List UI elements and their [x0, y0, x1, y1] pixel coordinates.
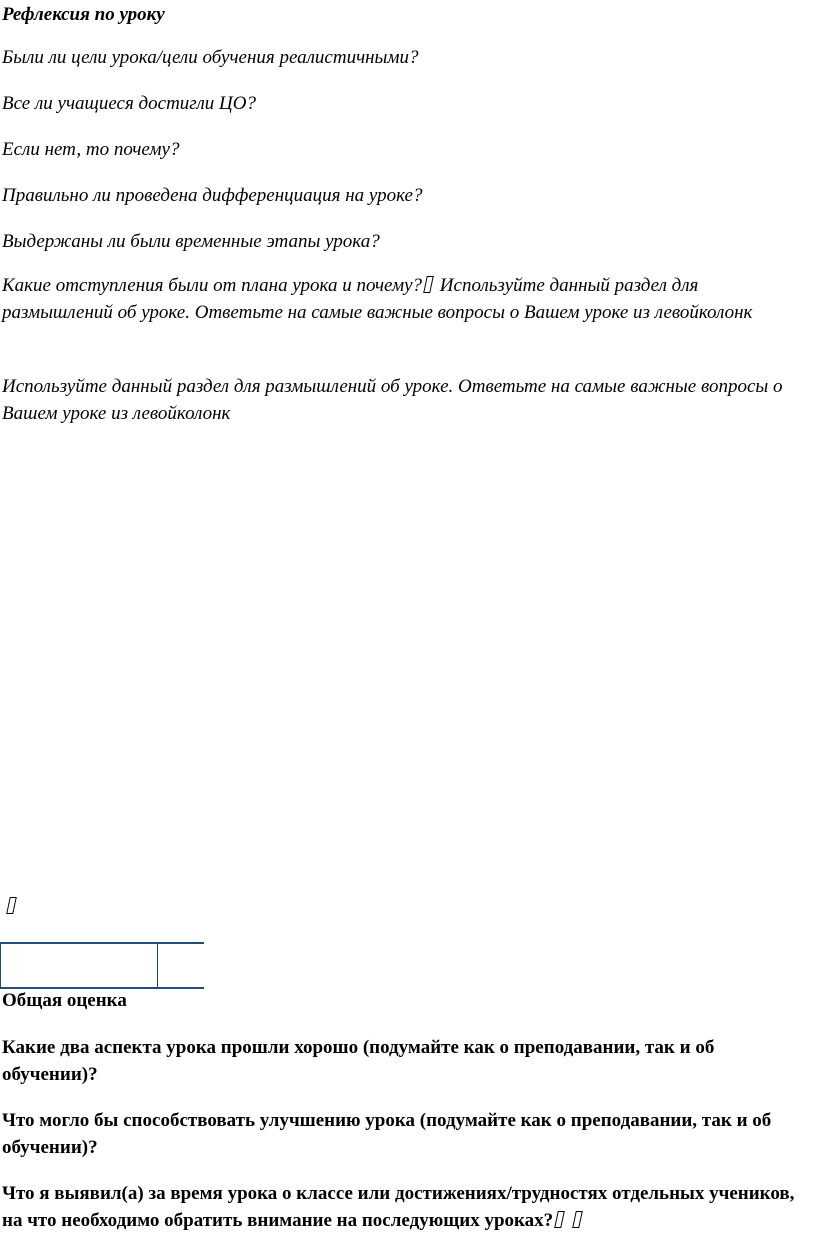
- missing-glyph-icon: [554, 1211, 565, 1228]
- reflection-title: Рефлексия по уроку: [2, 4, 165, 25]
- reflection-question-differentiation: Правильно ли проведена дифференциация на уроке?: [2, 185, 423, 206]
- table-cell-divider: [157, 944, 158, 987]
- summary-question-improvement: Что могло бы способствовать улучшению урока (подумайте как о преподавании, так и об обучении)?: [2, 1110, 772, 1158]
- summary-question-went-well: Какие два аспекта урока прошли хорошо (подумайте как о преподавании, так и об обучении)?: [2, 1037, 715, 1085]
- missing-glyph-icon: [6, 897, 17, 914]
- reflection-question-deviations: [2, 272, 810, 326]
- reflection-question-achieved: Все ли учащиеся достигли ЦО?: [2, 93, 256, 114]
- reflection-question-goals: Были ли цели урока/цели обучения реалистичными?: [2, 47, 419, 68]
- table-top-border: [0, 942, 204, 944]
- missing-glyph-icon: [423, 276, 434, 293]
- summary-title: Общая оценка: [2, 990, 127, 1011]
- reflection-instruction-note: Используйте данный раздел для размышлений об уроке. Ответьте на самые важные вопросы о Вашем уроке из левойколонк: [2, 376, 783, 424]
- deviations-question-text: Какие отступления были от плана урока и почему?: [2, 275, 423, 296]
- observations-question-text: Что я выявил(а) за время урока о классе или достижениях/трудностях отдельных учеников, на что необходимо обратить внимание на последующих уроках?: [2, 1183, 795, 1231]
- deviations-instruction-text: Используйте данный раздел для размышлений об уроке. Ответьте на самые важные вопросы о Вашем уроке из левойколонк: [2, 275, 753, 323]
- table-fragment: [0, 942, 204, 990]
- table-left-border: [0, 944, 1, 987]
- missing-glyph-icon: [572, 1211, 583, 1228]
- reflection-question-why-not: Если нет, то почему?: [2, 139, 180, 160]
- reflection-question-timing: Выдержаны ли были временные этапы урока?: [2, 231, 380, 252]
- missing-glyph-line: [2, 894, 810, 920]
- summary-question-observations: [2, 1180, 810, 1234]
